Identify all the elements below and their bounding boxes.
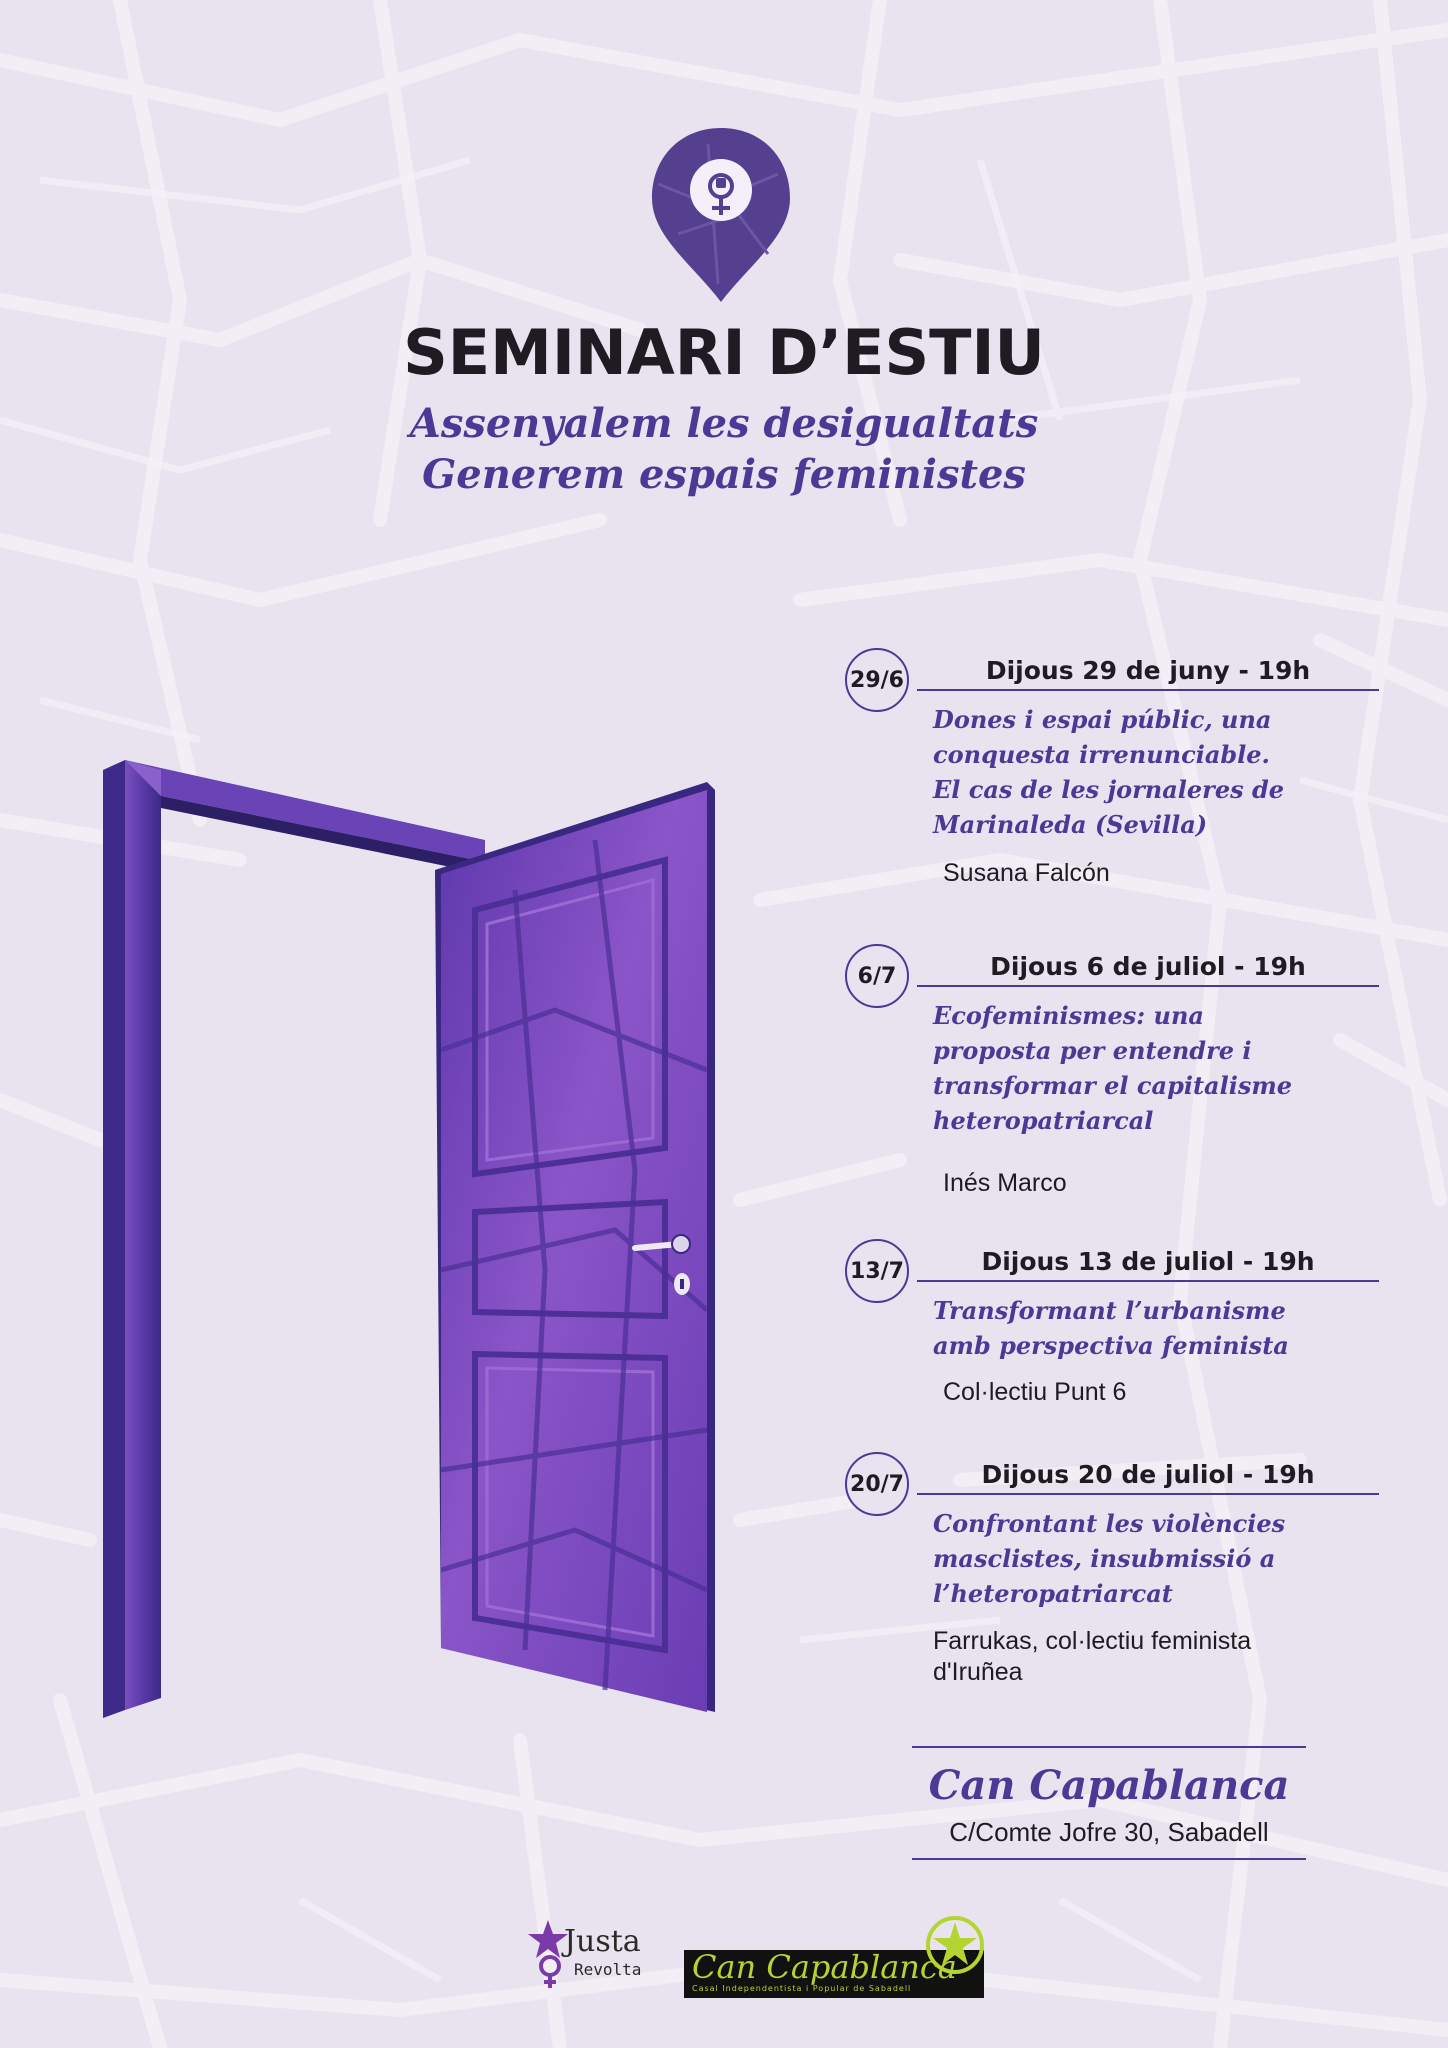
event-topic-line: El cas de les jornaleres de [933, 775, 1285, 804]
event-header [917, 1247, 1379, 1282]
event-topic [933, 998, 1333, 1138]
event-topic-line: heteropatriarcal [933, 1106, 1154, 1135]
event-date: Dijous 29 de juny - 19h [985, 656, 1311, 685]
event-topic-line: Dones i espai públic, una [933, 705, 1272, 734]
event-topic-line: amb perspectiva feminista [933, 1331, 1289, 1360]
event-topic [933, 1506, 1333, 1611]
event-date: Dijous 6 de juliol - 19h [990, 952, 1306, 981]
venue-block [912, 1746, 1306, 1860]
revolta-logo-text: Revolta [574, 1960, 642, 1979]
event-date-badge: 29/6 [845, 648, 909, 712]
event-speaker: Farrukas, col·lectiu feminista d'Iruñea [933, 1627, 1252, 1686]
event-topic-line: Marinaleda (Sevilla) [933, 810, 1208, 839]
event-header [917, 656, 1379, 691]
event-topic-line: Transformant l’urbanisme [933, 1296, 1286, 1325]
map-pin-feminist-fist-icon [648, 124, 794, 306]
event-speaker: Col·lectiu Punt 6 [943, 1378, 1127, 1406]
can-capablanca-logo [684, 1914, 984, 2000]
event-topic-line: conquesta irrenunciable. [933, 740, 1270, 769]
subtitle-line-1: Assenyalem les desigualtats [409, 400, 1039, 447]
capablanca-tagline: Casal Independentista i Popular de Sabadell [692, 1984, 912, 1993]
event-date: Dijous 13 de juliol - 19h [981, 1247, 1315, 1276]
event-speaker: Inés Marco [943, 1169, 1067, 1197]
event-header [917, 952, 1379, 987]
event-topic-line: transformar el capitalisme [933, 1071, 1293, 1100]
event-topic-line: Confrontant les violències [933, 1509, 1286, 1538]
page-title: SEMINARI D’ESTIU [403, 316, 1045, 389]
open-door-illustration [95, 750, 735, 1730]
event-speaker: Susana Falcón [943, 859, 1110, 887]
event-topic-line: proposta per entendre i [933, 1036, 1252, 1065]
event-topic [933, 702, 1333, 842]
event-date: Dijous 20 de juliol - 19h [981, 1460, 1315, 1489]
event-topic-line: masclistes, insubmissió a [933, 1544, 1276, 1573]
justa-logo-text: Justa [564, 1924, 641, 1959]
venue-name: Can Capablanca [928, 1762, 1290, 1809]
capablanca-logo-text: Can Capablanca [692, 1948, 957, 1986]
event-date-badge: 20/7 [845, 1452, 909, 1516]
justa-revolta-logo [526, 1918, 654, 1990]
event-header [917, 1460, 1379, 1495]
event-topic [933, 1293, 1333, 1363]
subtitle-line-2: Generem espais feministes [422, 451, 1026, 498]
event-date-badge: 13/7 [845, 1239, 909, 1303]
event-topic-line: Ecofeminismes: una [933, 1001, 1204, 1030]
event-topic-line: l’heteropatriarcat [933, 1579, 1173, 1608]
venue-address: C/Comte Jofre 30, Sabadell [949, 1817, 1269, 1847]
event-date-badge: 6/7 [845, 944, 909, 1008]
